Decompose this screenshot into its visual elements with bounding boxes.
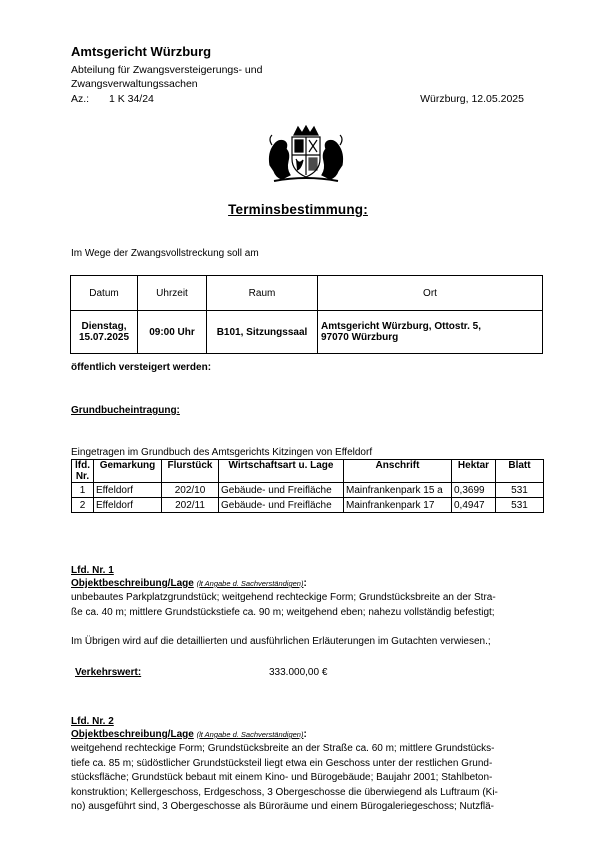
desc-label: Objektbeschreibung/Lage [71,578,194,589]
table-header-row [71,276,543,311]
document-title: Terminsbestimmung: [228,202,368,217]
item1-heading: Lfd. Nr. 1 [71,565,114,576]
item2-heading: Lfd. Nr. 2 [71,716,114,727]
table-row [72,498,544,513]
date-line: Dienstag, [81,321,127,332]
item1-description [71,591,544,620]
location-cell [318,311,543,354]
header-text: Nr. [75,471,90,482]
cell: 0,4947 [452,498,496,513]
date-cell [71,311,138,354]
text-line: tiefe ca. 85 m; südöstlicher Grundstücksteil liegt etwa ein Geschoss unter der restlichen Grund- [71,757,493,769]
header-cell: Wirtschaftsart u. Lage [219,460,344,483]
item2-desc-label [71,729,307,740]
text-line: ße ca. 40 m; mittlere Grundstückstiefe ca. 90 m; weitgehend eben; nahezu vollständig befestigt; [71,606,495,618]
case-number [71,93,154,105]
text-line: no) ausgeführt sind, 3 Obergeschosse als Büroräume und einem Bürogaleriegeschoss; Nutzflä- [71,801,495,812]
header-cell: Ort [318,276,543,311]
cell: Mainfrankenpark 17 [344,498,452,513]
appointment-table [70,275,543,354]
case-number-value: 1 K 34/24 [108,93,154,105]
header-cell: Gemarkung [94,460,162,483]
cell: 202/10 [162,483,219,498]
table-row [72,483,544,498]
item2-description [71,742,544,815]
room-cell: B101, Sitzungssaal [207,311,318,354]
item1-note: Im Übrigen wird auf die detaillierten und ausführlichen Erläuterungen im Gutachten verwiesen.; [71,636,491,647]
cell: Effeldorf [94,498,162,513]
header-cell: Hektar [452,460,496,483]
text-line: konstruktion; Kellergeschoss, Erdgeschoss, 3 Obergeschosse die überwiegend als Luftraum (Ki- [71,786,498,798]
header-cell: Datum [71,276,138,311]
header-cell: Uhrzeit [138,276,207,311]
department-line: Zwangsverwaltungssachen [71,78,198,90]
header-text: lfd. [75,460,90,471]
item1-desc-label [71,578,307,589]
auction-line: öffentlich versteigert werden: [71,362,212,373]
desc-colon: : [303,578,307,589]
desc-note: (lt Angabe d. Sachverständigen) [196,730,304,739]
header-cell: Flurstück [162,460,219,483]
land-register-intro: Eingetragen im Grundbuch des Amtsgerichts Kitzingen von Effeldorf [71,447,373,458]
header-cell: Anschrift [344,460,452,483]
header-cell [72,460,94,483]
parcel-table [71,459,544,513]
location-line: Amtsgericht Würzburg, Ottostr. 5, [321,321,482,332]
date-line: 15.07.2025 [78,332,130,343]
desc-note: (lt Angabe d. Sachverständigen) [196,579,304,588]
header-cell: Blatt [496,460,544,483]
text-line: stücksfläche; Grundstück bebaut mit einem Kino- und Bürogebäude; Baujahr 2001; Stahlbeton- [71,772,493,783]
cell: 2 [72,498,94,513]
cell: Gebäude- und Freifläche [219,483,344,498]
cell: Mainfrankenpark 15 a [344,483,452,498]
header-cell: Raum [207,276,318,311]
court-name: Amtsgericht Würzburg [71,44,212,59]
cell: 1 [72,483,94,498]
table-row [71,311,543,354]
text-line: weitgehend rechteckige Form; Grundstücksbreite an der Straße ca. 60 m; mittlere Grundstücks- [71,743,495,754]
cell: 531 [496,498,544,513]
intro-text: Im Wege der Zwangsvollstreckung soll am [71,248,259,259]
cell: 531 [496,483,544,498]
desc-label: Objektbeschreibung/Lage [71,729,194,740]
land-register-heading: Grundbucheintragung: [71,405,180,416]
cell: Effeldorf [94,483,162,498]
cell: 0,3699 [452,483,496,498]
location-line: 97070 Würzburg [321,332,399,343]
time-cell: 09:00 Uhr [138,311,207,354]
desc-colon: : [303,729,307,740]
place-date: Würzburg, 12.05.2025 [420,93,524,105]
department [71,63,331,91]
cell: Gebäude- und Freifläche [219,498,344,513]
coat-of-arms-icon [264,125,348,185]
department-line: Abteilung für Zwangsversteigerungs- und [71,64,263,76]
case-number-label: Az.: [71,93,90,105]
market-value: 333.000,00 € [269,667,328,678]
text-line: unbebautes Parkplatzgrundstück; weitgehend rechteckige Form; Grundstücksbreite an der Stra- [71,592,496,603]
table-header-row [72,460,544,483]
cell: 202/11 [162,498,219,513]
market-value-label: Verkehrswert: [75,667,142,678]
